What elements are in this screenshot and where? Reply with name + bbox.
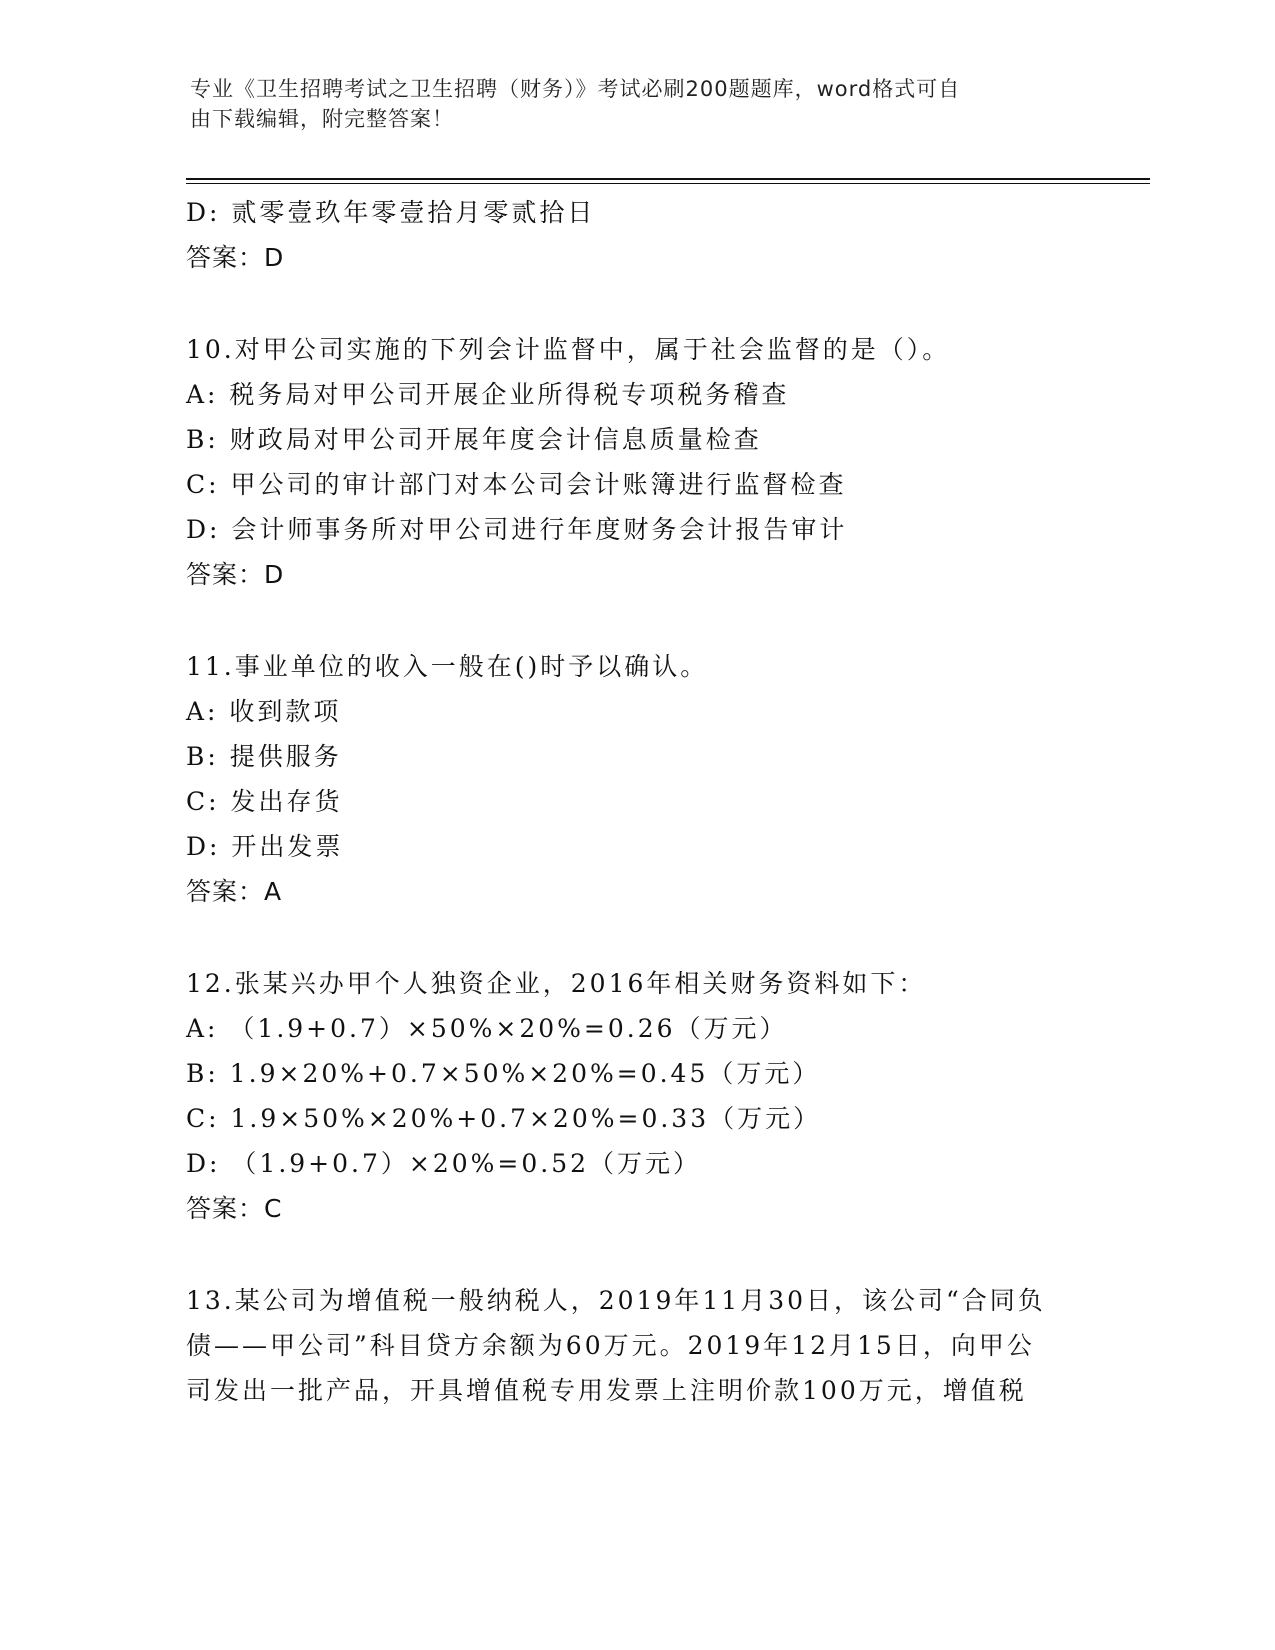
header-line-2: 由下载编辑，附完整答案！ xyxy=(190,107,454,131)
question-stem-line-1: 13.某公司为增值税一般纳税人，2019年11月30日，该公司“合同负 xyxy=(186,1286,1046,1315)
question-12 xyxy=(186,961,1086,1231)
answer: 答案：C xyxy=(186,1194,283,1223)
question-list xyxy=(186,190,1086,1413)
header-divider-thin xyxy=(186,183,1150,184)
answer: 答案：A xyxy=(186,877,283,906)
answer: 答案：D xyxy=(186,560,285,589)
option-a: A: 税务局对甲公司开展企业所得税专项税务稽查 xyxy=(186,380,790,409)
question-stem: 11.事业单位的收入一般在()时予以确认。 xyxy=(186,652,709,681)
option-b: B: 1.9×20%+0.7×50%×20%=0.45（万元） xyxy=(186,1059,821,1088)
header-divider-thick xyxy=(186,178,1150,180)
option-b: B: 财政局对甲公司开展年度会计信息质量检查 xyxy=(186,425,762,454)
prev-answer: 答案：D xyxy=(186,243,285,272)
question-11 xyxy=(186,644,1086,914)
option-c: C: 1.9×50%×20%+0.7×20%=0.33（万元） xyxy=(186,1104,822,1133)
question-10 xyxy=(186,327,1086,597)
option-d: D: 开出发票 xyxy=(186,832,344,861)
option-a: A: （1.9+0.7）×50%×20%=0.26（万元） xyxy=(186,1014,788,1043)
option-b: B: 提供服务 xyxy=(186,742,342,771)
option-a: A: 收到款项 xyxy=(186,697,342,726)
question-stem-line-3: 司发出一批产品，开具增值税专用发票上注明价款100万元，增值税 xyxy=(186,1376,1027,1405)
option-c: C: 甲公司的审计部门对本公司会计账簿进行监督检查 xyxy=(186,470,847,499)
question-stem: 12.张某兴办甲个人独资企业，2016年相关财务资料如下： xyxy=(186,969,927,998)
question-stem: 10.对甲公司实施的下列会计监督中，属于社会监督的是（）。 xyxy=(186,335,951,364)
prev-option-d: D: 贰零壹玖年零壹拾月零贰拾日 xyxy=(186,198,596,227)
option-d: D: （1.9+0.7）×20%=0.52（万元） xyxy=(186,1149,702,1178)
document-header xyxy=(190,74,1070,134)
question-13 xyxy=(186,1278,1086,1413)
option-c: C: 发出存货 xyxy=(186,787,343,816)
question-stem-line-2: 债——甲公司”科目贷方余额为60万元。2019年12月15日，向甲公 xyxy=(186,1331,1035,1360)
header-line-1: 专业《卫生招聘考试之卫生招聘（财务）》考试必刷200题题库，word格式可自 xyxy=(190,77,961,101)
option-d: D: 会计师事务所对甲公司进行年度财务会计报告审计 xyxy=(186,515,848,544)
